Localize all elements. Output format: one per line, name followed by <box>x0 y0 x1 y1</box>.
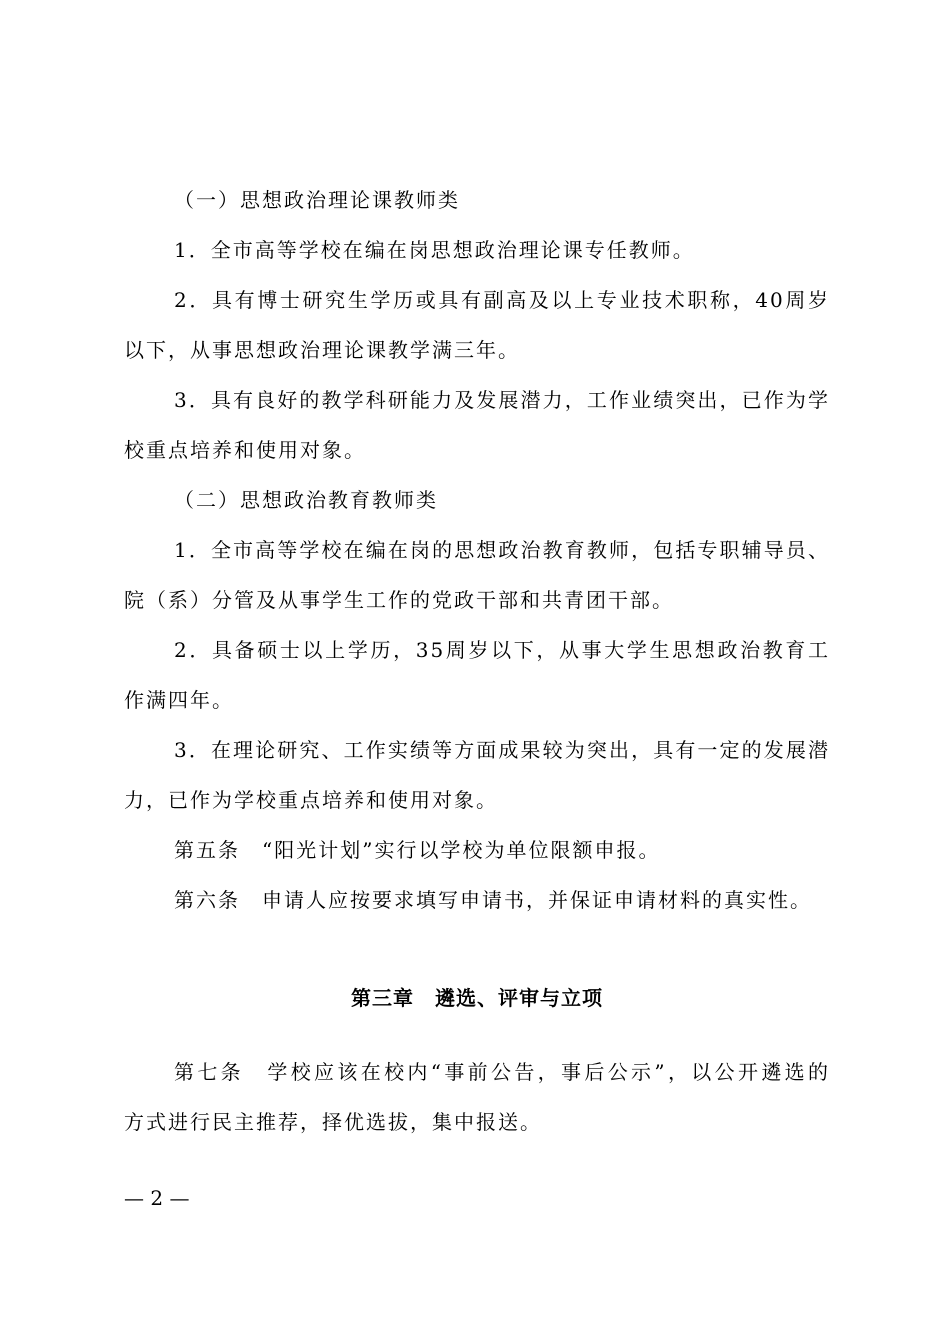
paragraph-line: 1．全市高等学校在编在岗的思想政治教育教师，包括专职辅导员、 <box>174 538 830 562</box>
paragraph-line: 力，已作为学校重点培养和使用对象。 <box>124 788 498 812</box>
paragraph-line: 2．具备硕士以上学历，35周岁以下，从事大学生思想政治教育工 <box>174 638 830 662</box>
article-five: 第五条 “阳光计划”实行以学校为单位限额申报。 <box>174 838 661 862</box>
page-number: — 2 — <box>124 1186 190 1210</box>
article-seven: 第七条 学校应该在校内“事前公告，事后公示”，以公开遴选的 <box>174 1060 830 1084</box>
paragraph-line: 以下，从事思想政治理论课教学满三年。 <box>124 338 520 362</box>
paragraph-line: 3．在理论研究、工作实绩等方面成果较为突出，具有一定的发展潜 <box>174 738 830 762</box>
article-six: 第六条 申请人应按要求填写申请书，并保证申请材料的真实性。 <box>174 888 812 912</box>
section-heading-ideology-theory: （一）思想政治理论课教师类 <box>174 188 460 212</box>
paragraph-line: 3．具有良好的教学科研能力及发展潜力，工作业绩突出，已作为学 <box>174 388 830 412</box>
paragraph-line: 校重点培养和使用对象。 <box>124 438 366 462</box>
paragraph-line: 2．具有博士研究生学历或具有副高及以上专业技术职称，40周岁 <box>174 288 830 312</box>
paragraph-line: 方式进行民主推荐，择优选拔，集中报送。 <box>124 1110 542 1134</box>
paragraph-line: 作满四年。 <box>124 688 234 712</box>
paragraph-line: 院（系）分管及从事学生工作的党政干部和共青团干部。 <box>124 588 674 612</box>
section-heading-ideology-education: （二）思想政治教育教师类 <box>174 488 438 512</box>
paragraph-line: 1．全市高等学校在编在岗思想政治理论课专任教师。 <box>174 238 695 262</box>
chapter-heading: 第三章 遴选、评审与立项 <box>351 986 603 1010</box>
